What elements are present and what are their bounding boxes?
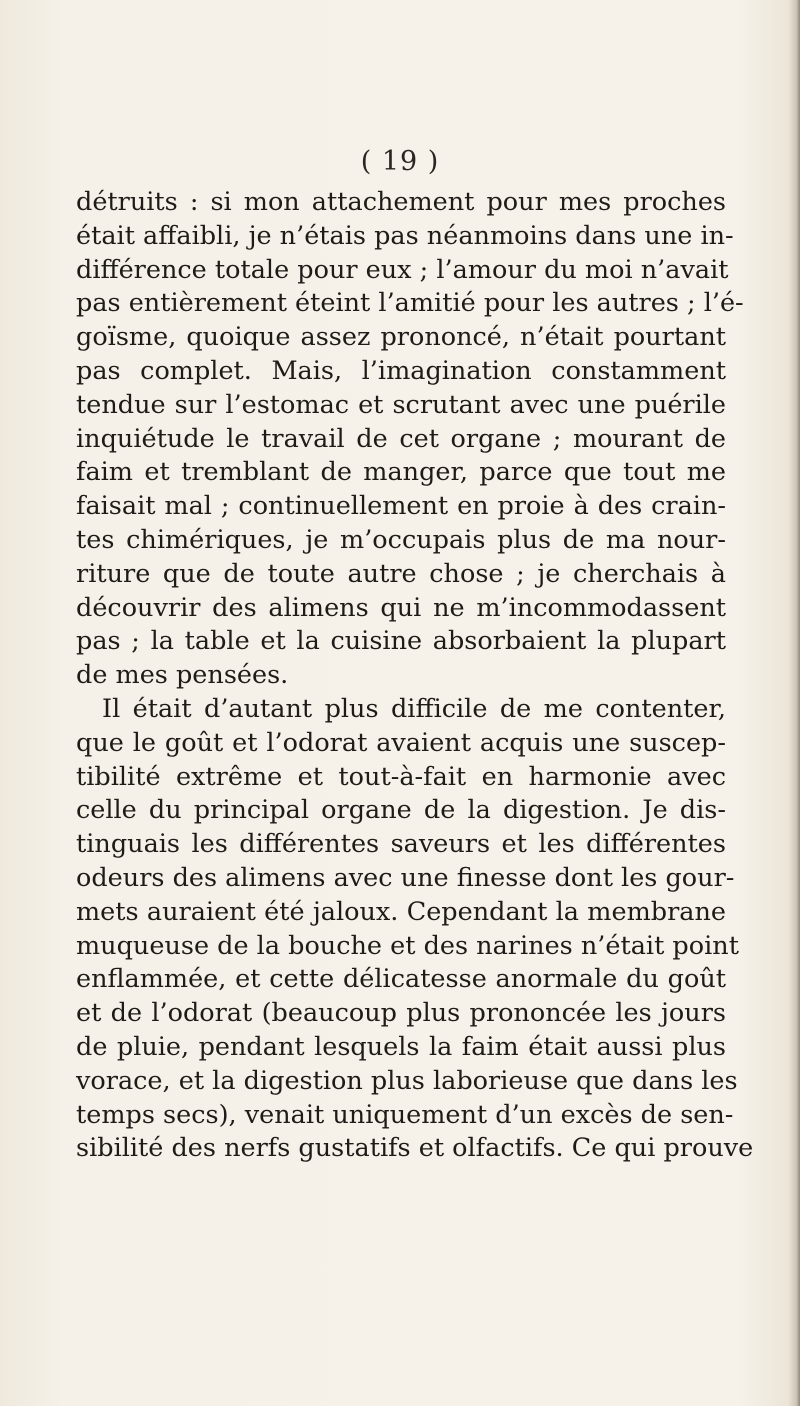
paragraph-first-line: Il était d’autant plus difficile de me contenter, [102,693,726,724]
text-line: détruits : si mon attachement pour mes proches [76,187,726,217]
text-line: enflammée, et cette délicatesse anormale du goût [76,964,726,995]
text-line: riture que de toute autre chose ; je cherchais à [76,558,726,589]
text-line: tibilité extrême et tout-à-fait en harmonie avec [76,761,726,792]
text-line: vorace, et la digestion plus laborieuse que dans les [76,1065,738,1096]
text-line: tes chimériques, je m’occupais plus de ma nour- [76,524,726,555]
text-line: de pluie, pendant lesquels la faim était aussi plus [76,1031,726,1062]
text-line: que le goût et l’odorat avaient acquis une suscep- [76,727,726,758]
text-line: et de l’odorat (beaucoup plus prononcée les jours [76,998,726,1029]
text-line: odeurs des alimens avec une finesse dont les gour- [76,862,735,893]
text-line: faisait mal ; continuellement en proie à des crain- [76,491,726,522]
text-line: faim et tremblant de manger, parce que tout me [76,457,726,488]
text-line: celle du principal organe de la digestion. Je dis- [76,795,726,826]
text-line: mets auraient été jaloux. Cependant la membrane [76,896,726,927]
text-line: était affaibli, je n’étais pas néanmoins dans une in- [76,220,734,251]
page-edge-shadow [788,0,800,1406]
text-line: pas ; la table et la cuisine absorbaient la plupart [76,626,726,657]
text-line: sibilité des nerfs gustatifs et olfactifs. Ce qui prouve [76,1133,754,1164]
text-line: inquiétude le travail de cet organe ; mourant de [76,423,726,454]
text-line: de mes pensées. [76,660,289,691]
text-line: pas entièrement éteint l’amitié pour les autres ; l’é- [76,288,744,319]
text-line: temps secs), venait uniquement d’un excès de sen- [76,1099,734,1130]
body-text [76,186,754,1166]
page-number: ( 19 ) [360,146,440,177]
text-line: goïsme, quoique assez prononcé, n’était pourtant [76,322,726,353]
text-line: différence totale pour eux ; l’amour du moi n’avait [76,254,729,285]
text-line: tinguais les différentes saveurs et les différentes [76,829,726,860]
text-line: muqueuse de la bouche et des narines n’était point [76,930,739,961]
text-line: tendue sur l’estomac et scrutant avec une puérile [76,389,726,420]
text-line: pas complet. Mais, l’imagination constamment [76,355,726,386]
text-line: découvrir des alimens qui ne m’incommodassent [76,592,726,623]
